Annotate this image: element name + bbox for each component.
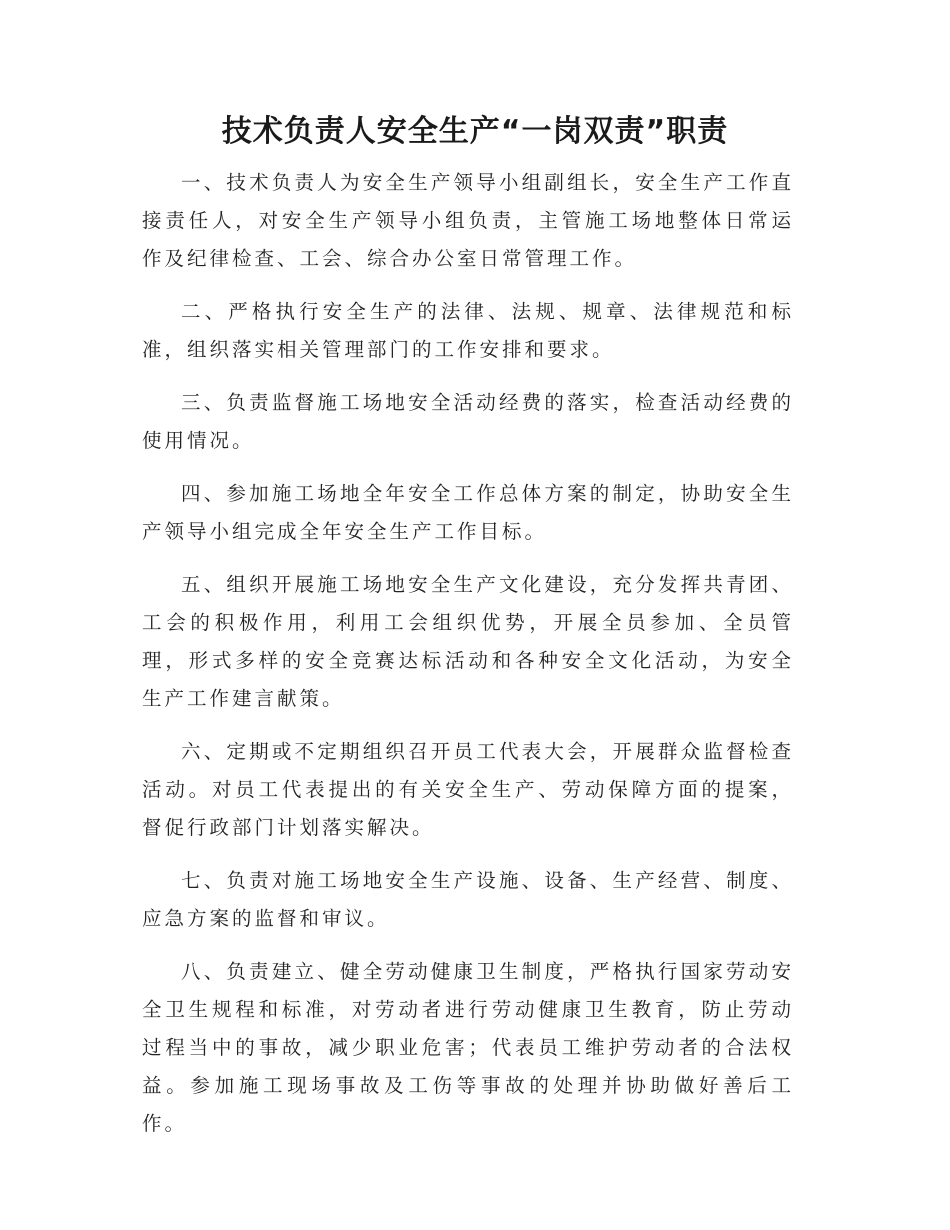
paragraph-3: 三、负责监督施工场地安全活动经费的落实，检查活动经费的使用情况。	[142, 391, 794, 452]
paragraph-1: 一、技术负责人为安全生产领导小组副组长，安全生产工作直接责任人，对安全生产领导小组负责，主管施工场地整体日常运作及纪律检查、工会、综合办公室日常管理工作。	[142, 171, 794, 270]
paragraph-7: 七、负责对施工场地安全生产设施、设备、生产经营、制度、应急方案的监督和审议。	[142, 869, 794, 930]
paragraph-5: 五、组织开展施工场地安全生产文化建设，充分发挥共青团、工会的积极作用，利用工会组织优势，开展全员参加、全员管理，形式多样的安全竞赛达标活动和各种安全文化活动，为安全生产工作建言献策。	[142, 573, 794, 710]
document-title: 技术负责人安全生产“一岗双责”职责	[221, 114, 729, 149]
paragraph-6: 六、定期或不定期组织召开员工代表大会，开展群众监督检查活动。对员工代表提出的有关安全生产、劳动保障方面的提案，督促行政部门计划落实解决。	[142, 740, 794, 839]
paragraph-2: 二、严格执行安全生产的法律、法规、规章、法律规范和标准，组织落实相关管理部门的工作安排和要求。	[142, 300, 794, 361]
paragraph-4: 四、参加施工场地全年安全工作总体方案的制定，协助安全生产领导小组完成全年安全生产工作目标。	[142, 482, 794, 543]
document-body	[142, 164, 794, 1158]
paragraph-8: 八、负责建立、健全劳动健康卫生制度，严格执行国家劳动安全卫生规程和标准，对劳动者进行劳动健康卫生教育，防止劳动过程当中的事故，减少职业危害；代表员工维护劳动者的合法权益。参加施工现场事故及工伤等事故的处理并协助做好善后工作。	[142, 960, 794, 1135]
